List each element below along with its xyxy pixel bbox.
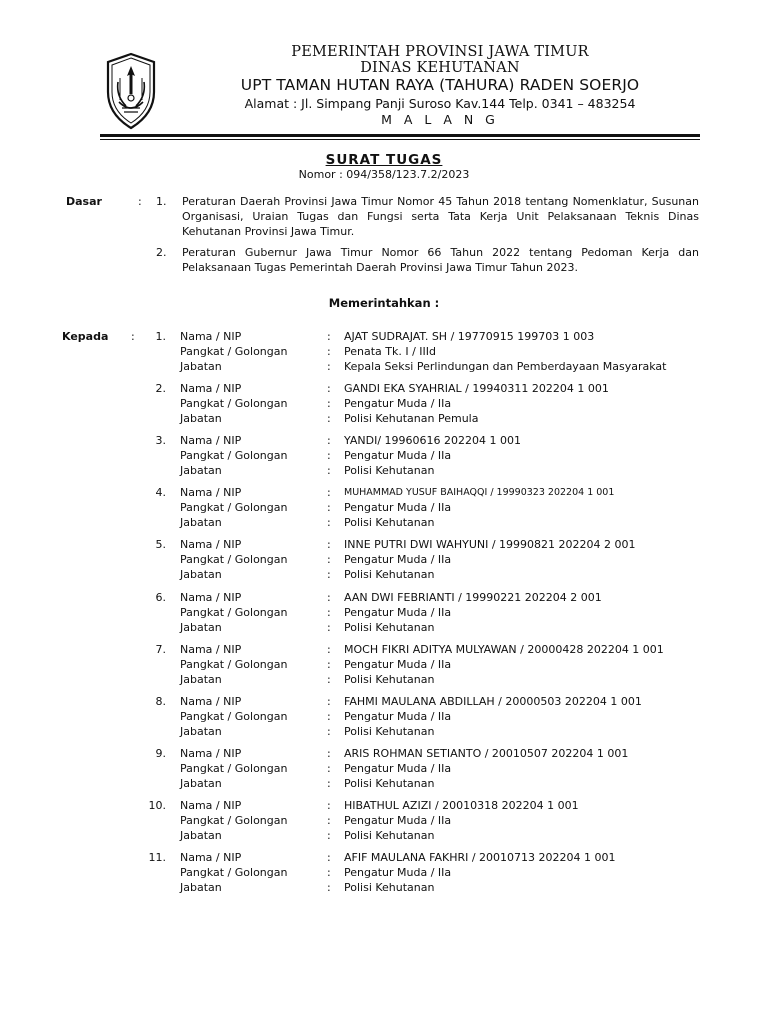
field-colon: : — [327, 464, 331, 478]
assignee-rank-grade: Pengatur Muda / IIa — [344, 605, 452, 619]
field-colon: : — [327, 538, 331, 552]
name-nip-label: Nama / NIP — [180, 486, 242, 500]
rank-grade-label: Pangkat / Golongan — [180, 657, 288, 671]
assignee-position: Polisi Kehutanan Pemula — [344, 412, 479, 426]
assignee-number: 1. — [155, 330, 166, 343]
assignee-position: Polisi Kehutanan — [344, 828, 435, 842]
assignee-number: 7. — [155, 642, 166, 656]
assignee-name-nip: MOCH FIKRI ADITYA MULYAWAN / 20000428 202204 1 001 — [344, 642, 664, 656]
assignee-entry — [0, 537, 768, 585]
field-colon: : — [327, 657, 331, 671]
assignee-rank-grade: Penata Tk. I / IIId — [344, 345, 437, 358]
assignee-name-nip: FAHMI MAULANA ABDILLAH / 20000503 202204 1 001 — [344, 694, 642, 708]
field-colon: : — [327, 553, 331, 567]
position-label: Jabatan — [180, 672, 222, 686]
name-nip-label: Nama / NIP — [180, 538, 242, 552]
field-colon: : — [327, 881, 331, 894]
position-label: Jabatan — [180, 412, 222, 426]
assignee-rank-grade: Pengatur Muda / IIa — [344, 813, 452, 827]
provincial-emblem-icon — [104, 52, 158, 130]
assignee-position: Polisi Kehutanan — [344, 620, 435, 634]
dasar-colon: : — [138, 195, 142, 208]
name-nip-label: Nama / NIP — [180, 746, 242, 760]
field-colon: : — [327, 568, 331, 582]
assignee-name-nip: HIBATHUL AZIZI / 20010318 202204 1 001 — [344, 798, 579, 812]
letterhead-address: Alamat : Jl. Simpang Panji Suroso Kav.144 Telp. 0341 – 483254 — [244, 96, 636, 111]
field-colon: : — [327, 516, 331, 530]
letterhead-agency: DINAS KEHUTANAN — [360, 60, 520, 76]
assignee-position: Polisi Kehutanan — [344, 568, 435, 582]
dasar-item-number: 2. — [156, 246, 167, 259]
assignee-entry — [0, 381, 768, 429]
memerintahkan-heading: Memerintahkan : — [328, 296, 440, 310]
field-colon: : — [327, 709, 331, 723]
rank-grade-label: Pangkat / Golongan — [180, 501, 288, 515]
kepada-colon: : — [131, 330, 135, 343]
assignee-position: Polisi Kehutanan — [344, 881, 435, 894]
rank-grade-label: Pangkat / Golongan — [180, 761, 288, 775]
field-colon: : — [327, 746, 331, 760]
assignee-entry — [0, 642, 768, 690]
letterhead-city: M A L A N G — [381, 112, 499, 127]
name-nip-label: Nama / NIP — [180, 590, 242, 604]
position-label: Jabatan — [180, 516, 222, 530]
position-label: Jabatan — [180, 776, 222, 790]
assignee-position: Polisi Kehutanan — [344, 776, 435, 790]
field-colon: : — [327, 345, 331, 358]
field-colon: : — [327, 866, 331, 879]
assignee-number: 2. — [155, 382, 166, 396]
assignee-entry — [0, 798, 768, 846]
assignee-number: 10. — [148, 798, 166, 812]
field-colon: : — [327, 761, 331, 775]
name-nip-label: Nama / NIP — [180, 694, 242, 708]
assignee-number: 8. — [155, 694, 166, 708]
assignee-name-nip: GANDI EKA SYAHRIAL / 19940311 202204 1 001 — [344, 382, 609, 396]
field-colon: : — [327, 434, 331, 448]
letterhead — [210, 44, 670, 127]
assignee-entry — [0, 850, 768, 898]
assignee-rank-grade: Pengatur Muda / IIa — [344, 866, 452, 879]
name-nip-label: Nama / NIP — [180, 330, 242, 343]
assignee-name-nip: INNE PUTRI DWI WAHYUNI / 19990821 202204 2 001 — [344, 538, 636, 552]
assignee-rank-grade: Pengatur Muda / IIa — [344, 657, 452, 671]
assignee-entry — [0, 746, 768, 794]
rank-grade-label: Pangkat / Golongan — [180, 866, 288, 879]
assignee-name-nip: AJAT SUDRAJAT. SH / 19770915 199703 1 003 — [344, 330, 595, 343]
rank-grade-label: Pangkat / Golongan — [180, 709, 288, 723]
letterhead-unit: UPT TAMAN HUTAN RAYA (TAHURA) RADEN SOERJO — [240, 76, 640, 94]
rank-grade-label: Pangkat / Golongan — [180, 813, 288, 827]
position-label: Jabatan — [180, 360, 222, 373]
name-nip-label: Nama / NIP — [180, 642, 242, 656]
assignee-number: 5. — [155, 538, 166, 552]
field-colon: : — [327, 828, 331, 842]
rank-grade-label: Pangkat / Golongan — [180, 449, 288, 463]
assignee-number: 11. — [148, 851, 166, 864]
assignee-name-nip: MUHAMMAD YUSUF BAIHAQQI / 19990323 202204 1 001 — [344, 487, 615, 499]
assignee-number: 3. — [155, 434, 166, 448]
name-nip-label: Nama / NIP — [180, 434, 242, 448]
position-label: Jabatan — [180, 881, 222, 894]
field-colon: : — [327, 449, 331, 463]
assignee-number: 6. — [155, 590, 166, 604]
assignee-entry — [0, 329, 768, 377]
assignee-rank-grade: Pengatur Muda / IIa — [344, 761, 452, 775]
position-label: Jabatan — [180, 724, 222, 738]
letterhead-divider-thick — [100, 134, 700, 137]
assignee-entry — [0, 433, 768, 481]
name-nip-label: Nama / NIP — [180, 382, 242, 396]
field-colon: : — [327, 620, 331, 634]
field-colon: : — [327, 590, 331, 604]
document-title: SURAT TUGAS — [325, 152, 443, 168]
assignee-rank-grade: Pengatur Muda / IIa — [344, 449, 452, 463]
rank-grade-label: Pangkat / Golongan — [180, 345, 288, 358]
field-colon: : — [327, 360, 331, 373]
position-label: Jabatan — [180, 464, 222, 478]
assignee-position: Kepala Seksi Perlindungan dan Pemberdayaan Masyarakat — [344, 360, 667, 373]
assignee-number: 4. — [155, 486, 166, 500]
document-number: Nomor : 094/358/123.7.2/2023 — [298, 168, 470, 181]
assignee-name-nip: ARIS ROHMAN SETIANTO / 20010507 202204 1 001 — [344, 746, 629, 760]
field-colon: : — [327, 397, 331, 411]
field-colon: : — [327, 776, 331, 790]
position-label: Jabatan — [180, 620, 222, 634]
assignee-entry — [0, 694, 768, 742]
letterhead-government: PEMERINTAH PROVINSI JAWA TIMUR — [291, 44, 589, 60]
field-colon: : — [327, 330, 331, 343]
letterhead-divider-thin — [100, 139, 700, 140]
assignee-position: Polisi Kehutanan — [344, 464, 435, 478]
assignee-position: Polisi Kehutanan — [344, 516, 435, 530]
field-colon: : — [327, 672, 331, 686]
name-nip-label: Nama / NIP — [180, 798, 242, 812]
assignee-position: Polisi Kehutanan — [344, 672, 435, 686]
field-colon: : — [327, 486, 331, 500]
field-colon: : — [327, 382, 331, 396]
rank-grade-label: Pangkat / Golongan — [180, 553, 288, 567]
assignee-number: 9. — [155, 746, 166, 760]
dasar-label: Dasar — [66, 195, 102, 208]
assignee-position: Polisi Kehutanan — [344, 724, 435, 738]
rank-grade-label: Pangkat / Golongan — [180, 605, 288, 619]
assignee-rank-grade: Pengatur Muda / IIa — [344, 501, 452, 515]
field-colon: : — [327, 724, 331, 738]
position-label: Jabatan — [180, 828, 222, 842]
rank-grade-label: Pangkat / Golongan — [180, 397, 288, 411]
field-colon: : — [327, 605, 331, 619]
assignee-entry — [0, 485, 768, 533]
assignee-name-nip: AFIF MAULANA FAKHRI / 20010713 202204 1 001 — [344, 851, 616, 864]
assignee-name-nip: AAN DWI FEBRIANTI / 19990221 202204 2 001 — [344, 590, 602, 604]
kepada-label: Kepada — [62, 330, 109, 343]
assignee-rank-grade: Pengatur Muda / IIa — [344, 709, 452, 723]
field-colon: : — [327, 412, 331, 426]
field-colon: : — [327, 501, 331, 515]
assignee-name-nip: YANDI/ 19960616 202204 1 001 — [344, 434, 521, 448]
field-colon: : — [327, 694, 331, 708]
position-label: Jabatan — [180, 568, 222, 582]
assignee-entry — [0, 590, 768, 638]
dasar-item-text: Peraturan Gubernur Jawa Timur Nomor 66 Tahun 2022 tentang Pedoman Kerja dan Pelaksanaan Tugas Pemerintah Daerah Provinsi Jawa Timur Tahun 2023. — [182, 246, 699, 274]
field-colon: : — [327, 798, 331, 812]
field-colon: : — [327, 851, 331, 864]
field-colon: : — [327, 642, 331, 656]
assignee-rank-grade: Pengatur Muda / IIa — [344, 553, 452, 567]
field-colon: : — [327, 813, 331, 827]
assignee-rank-grade: Pengatur Muda / IIa — [344, 397, 452, 411]
dasar-item-text: Peraturan Daerah Provinsi Jawa Timur Nomor 45 Tahun 2018 tentang Nomenklatur, Susunan Organisasi, Uraian Tugas dan Fungsi serta Tata Kerja Unit Pelaksanaan Teknis Dinas Kehutanan Provinsi Jawa Timur. — [182, 195, 699, 238]
name-nip-label: Nama / NIP — [180, 851, 242, 864]
dasar-item-number: 1. — [156, 195, 167, 208]
